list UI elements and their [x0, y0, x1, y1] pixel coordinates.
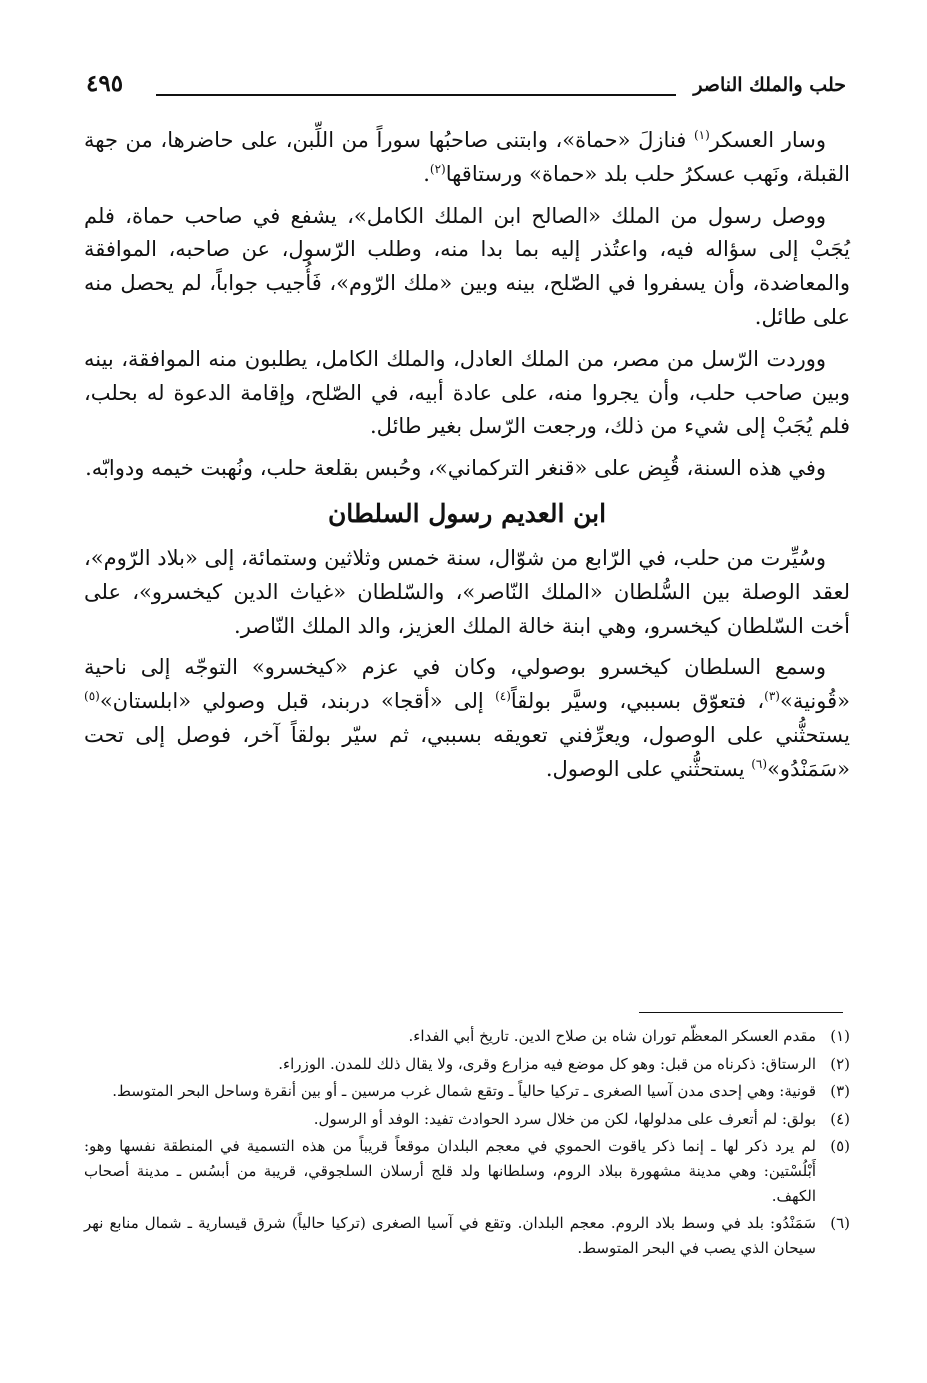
footnote-ref-6: (٦): [751, 756, 768, 771]
footnotes: [84, 1024, 850, 1263]
paragraph-3: ووردت الرّسل من مصر، من الملك العادل، والملك الكامل، يطلبون منه الموافقة، بينه وبين صاحب حلب، وأن يجروا منه، على عادة أبيه، في الصّلح، وإقامة الدعوة له بحلب، فلم يُجَبْ إلى شيء من ذلك، ورجعت الرّسل بغير طائل.: [84, 346, 850, 439]
paragraph-6-part-4: يستحثُّني على الوصول، ويعرِّفني تعويقه بسببي، ثم سيّر بولقاً آخر، فوصل إلى تحت «سَمَنْدُو»: [84, 722, 850, 781]
paragraph-2: ووصل رسول من الملك «الصالح ابن الملك الكامل»، يشفع في صاحب حماة، فلم يُجَبْ إلى سؤاله فيه، واعتُذر إليه بما بدا منه، وطلب الرّسول، عن صاحبه، الموافقة والمعاضدة، وأن يسفروا في الصّلح، بينه وبين «ملك الرّوم»، فَأُجيب جواباً، لم يحصل منه على طائل.: [84, 203, 850, 329]
footnote-text: لم يرد ذكر لها ـ إنما ذكر ياقوت الحموي في معجم البلدان موقعاً قريباً من هذه التسمية في المنطقة نفسها وهو: أَبْلُسْتين: وهي مدينة مشهورة ببلاد الروم، وسلطانها ولد قلج أرسلان السلجوقي، قريبة من أبسُس ـ مدينة أصحاب الكهف.: [84, 1137, 816, 1205]
footnote-number: (٥): [830, 1137, 850, 1156]
main-text: [84, 124, 850, 795]
paragraph-5: وسُيِّرت من حلب، في الرّابع من شوّال، سنة خمس وثلاثين وستمائة، إلى «بلاد الرّوم»، لعقد الوصلة بين السُّلطان «الملك النّاصر»، والسّلطان «غياث الدين كيخسرو»، على أخت السّلطان كيخسرو، وهي ابنة خالة الملك العزيز، والد الملك النّاصر.: [84, 545, 851, 638]
paragraph-6-part-5: يستحثُّني على الوصول.: [545, 756, 752, 781]
header-rule: [156, 94, 676, 96]
paragraph-6-part-1: وسمع السلطان كيخسرو بوصولي، وكان في عزم «كيخسرو» التوجّه إلى ناحية «قُونية»: [84, 655, 850, 714]
paragraph-1-end: .: [423, 161, 430, 186]
paragraph-6-part-2: ، فتعوّق بسببي، وسيَّر بولقاً: [510, 689, 765, 714]
footnote-text: سَمَنْدُو: بلد في وسط بلاد الروم. معجم البلدان. وتقع في آسيا الصغرى (تركيا حالياً) شرق قيسارية ـ شمال منابع نهر سيحان الذي يصب في البحر المتوسط.: [84, 1214, 816, 1257]
footnote: [84, 1211, 850, 1260]
footnote: [84, 1134, 850, 1208]
footnote: [84, 1024, 850, 1049]
footnote-ref-1: (١): [693, 128, 710, 142]
paragraph-1-middle: فنازلَ «حماة»، وابتنى صاحبُها سوراً من اللِّبن، على حاضرها، من جهة القبلة، ونَهب عسكرُ حلب بلد «حماة» ورستاقها: [84, 128, 850, 186]
footnote-number: (٤): [830, 1109, 850, 1128]
footnote-text: مقدم العسكر المعظّم توران شاه بن صلاح الدين. تاريخ أبي الفداء.: [408, 1027, 816, 1045]
footnote-ref-5: (٥): [84, 689, 100, 704]
paragraph-4: وفي هذه السنة، قُبِض على «قنغر التركماني»، وحُبس بقلعة حلب، ونُهبت خيمه ودوابّه.: [85, 456, 826, 481]
footnote-number: (١): [830, 1027, 850, 1045]
footnote-ref-2: (٢): [429, 161, 446, 176]
footnote-number: (٦): [830, 1214, 850, 1233]
footnote-number: (٣): [830, 1082, 850, 1101]
footnote: [84, 1107, 850, 1132]
paragraph-1-start: وسار العسكر: [709, 128, 826, 152]
footnote-ref-4: (٤): [495, 689, 511, 704]
paragraph-6: [84, 651, 850, 786]
paragraph-1: [84, 124, 850, 192]
footnote-text: الرستاق: ذكرناه من قبل: وهو كل موضع فيه مزارع وقرى، ولا يقال ذلك للمدن. الوزراء.: [278, 1054, 816, 1073]
footnote-separator: [639, 1012, 843, 1013]
footnote-ref-3: (٣): [764, 689, 780, 704]
running-title: حلب والملك الناصر: [693, 74, 846, 96]
footnote: [84, 1052, 850, 1077]
footnote-number: (٢): [830, 1054, 850, 1073]
paragraph-6-part-3: إلى «أقجا» دربند، قبل وصولي «ابلستان»: [99, 689, 496, 714]
page-number: ٤٩٥: [86, 70, 124, 97]
section-heading: ابن العديم رسول السلطان: [327, 498, 607, 528]
footnote-text: بولق: لم أتعرف على مدلولها، لكن من خلال سرد الحوادث تفيد: الوفد أو الرسول.: [313, 1109, 816, 1128]
footnote: [84, 1079, 850, 1104]
footnote-text: قونية: وهي إحدى مدن آسيا الصغرى ـ تركيا حالياً ـ وتقع شمال غرب مرسين ـ أو بين أنقرة وساحل البحر المتوسط.: [112, 1082, 816, 1101]
page-header: [86, 70, 846, 106]
